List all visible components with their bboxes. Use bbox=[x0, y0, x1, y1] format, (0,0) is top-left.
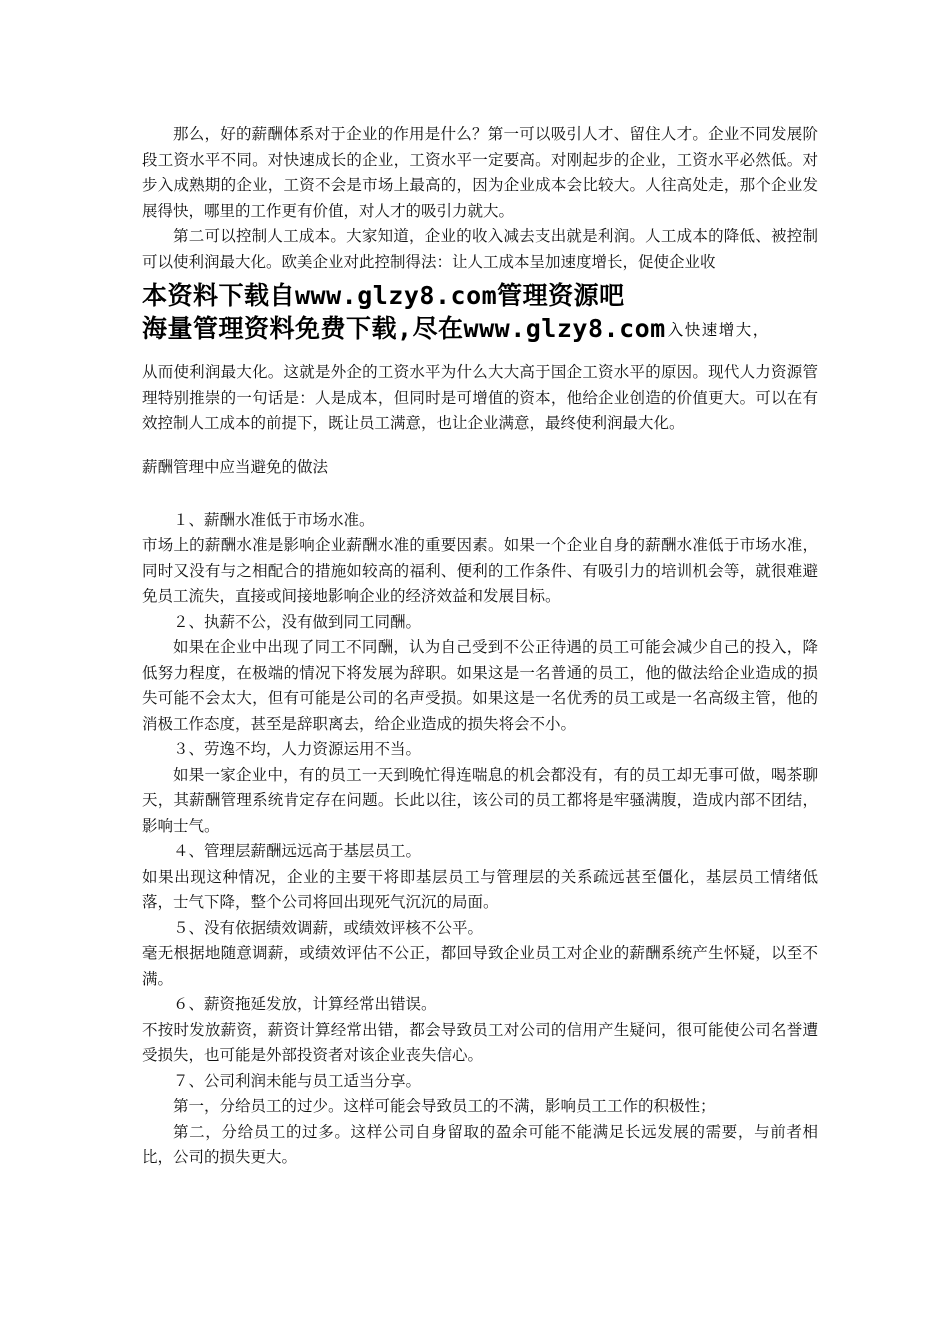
watermark-tail-text: 入快速增大， bbox=[667, 321, 770, 339]
item-7-title: ７、公司利润未能与员工适当分享。 bbox=[173, 1071, 422, 1090]
item-7-sub-2: 第二，分给员工的过多。这样公司自身留取的盈余可能不能满足长远发展的需要，与前者相比，公司的损失更大。 bbox=[142, 1122, 818, 1166]
watermark-line-2: 海量管理资料免费下载,尽在www.glzy8.com bbox=[142, 314, 666, 343]
watermark-line-1: 本资料下载自www.glzy8.com管理资源吧 bbox=[142, 281, 625, 310]
watermark-row-2 bbox=[142, 312, 818, 345]
item-6-title: ６、薪资拖延发放，计算经常出错误。 bbox=[173, 995, 437, 1013]
item-3-body: 如果一家企业中，有的员工一天到晚忙得连喘息的机会都没有，有的员工却无事可做，喝茶聊天，其薪酬管理系统肯定存在问题。长此以往，该公司的员工都将是牢骚满腹，造成内部不团结，影响士气。 bbox=[142, 765, 818, 835]
item-1-title: １、薪酬水准低于市场水准。 bbox=[173, 510, 375, 529]
intro-paragraph-1: 那么，好的薪酬体系对于企业的作用是什么？第一可以吸引人才、留住人才。企业不同发展阶段工资水平不同。对快速成长的企业，工资水平一定要高。对刚起步的企业，工资水平必然低。对步入成熟期的企业，工资不会是市场上最高的，因为企业成本会比较大。人往高处走，那个企业发展得快，哪里的工作更有价值，对人才的吸引力就大。 bbox=[142, 125, 818, 220]
item-6-body: 不按时发放薪资，薪资计算经常出错，都会导致员工对公司的信用产生疑问，很可能使公司名誉遭受损失，也可能是外部投资者对该企业丧失信心。 bbox=[142, 1020, 818, 1064]
item-5-title: ５、没有依据绩效调薪，或绩效评核不公平。 bbox=[173, 918, 484, 937]
document-page bbox=[142, 122, 818, 1171]
continuation-paragraph: 从而使利润最大化。这就是外企的工资水平为什么大大高于国企工资水平的原因。现代人力资源管理特别推崇的一句话是：人是成本，但同时是可增值的资本，他给企业创造的价值更大。可以在有效控制人工成本的前提下，既让员工满意，也让企业满意，最终使利润最大化。 bbox=[142, 363, 818, 432]
item-7-sub-1: 第一，分给员工的过少。这样可能会导致员工的不满，影响员工工作的积极性； bbox=[173, 1097, 716, 1115]
download-watermark bbox=[142, 279, 818, 345]
intro-paragraph-2: 第二可以控制人工成本。大家知道，企业的收入减去支出就是利润。人工成本的降低、被控制可以使利润最大化。欧美企业对此控制得法：让人工成本呈加速度增长，促使企业收 bbox=[142, 227, 818, 271]
item-2-title: ２、执薪不公，没有做到同工同酬。 bbox=[173, 612, 422, 631]
item-1-body: 市场上的薪酬水准是影响企业薪酬水准的重要因素。如果一个企业自身的薪酬水准低于市场水准，同时又没有与之相配合的措施如较高的福利、便利的工作条件、有吸引力的培训机会等，就很难避免员工流失，直接或间接地影响企业的经济效益和发展目标。 bbox=[142, 536, 818, 605]
item-5-body: 毫无根据地随意调薪，或绩效评估不公正，都回导致企业员工对企业的薪酬系统产生怀疑，以至不满。 bbox=[142, 944, 818, 988]
section-title: 薪酬管理中应当避免的做法 bbox=[142, 457, 329, 476]
item-4-body: 如果出现这种情况，企业的主要干将即基层员工与管理层的关系疏远甚至僵化，基层员工情绪低落，士气下降，整个公司将回出现死气沉沉的局面。 bbox=[142, 867, 818, 911]
item-2-body: 如果在企业中出现了同工不同酬，认为自己受到不公正待遇的员工可能会减少自己的投入，降低努力程度，在极端的情况下将发展为辞职。如果这是一名普通的员工，他的做法给企业造成的损失可能不会太大，但有可能是公司的名声受损。如果这是一名优秀的员工或是一名高级主管，他的消极工作态度，甚至是辞职离去，给企业造成的损失将会不小。 bbox=[142, 638, 818, 733]
item-4-title: ４、管理层薪酬远远高于基层员工。 bbox=[173, 842, 422, 860]
item-3-title: ３、劳逸不均，人力资源运用不当。 bbox=[173, 740, 422, 758]
